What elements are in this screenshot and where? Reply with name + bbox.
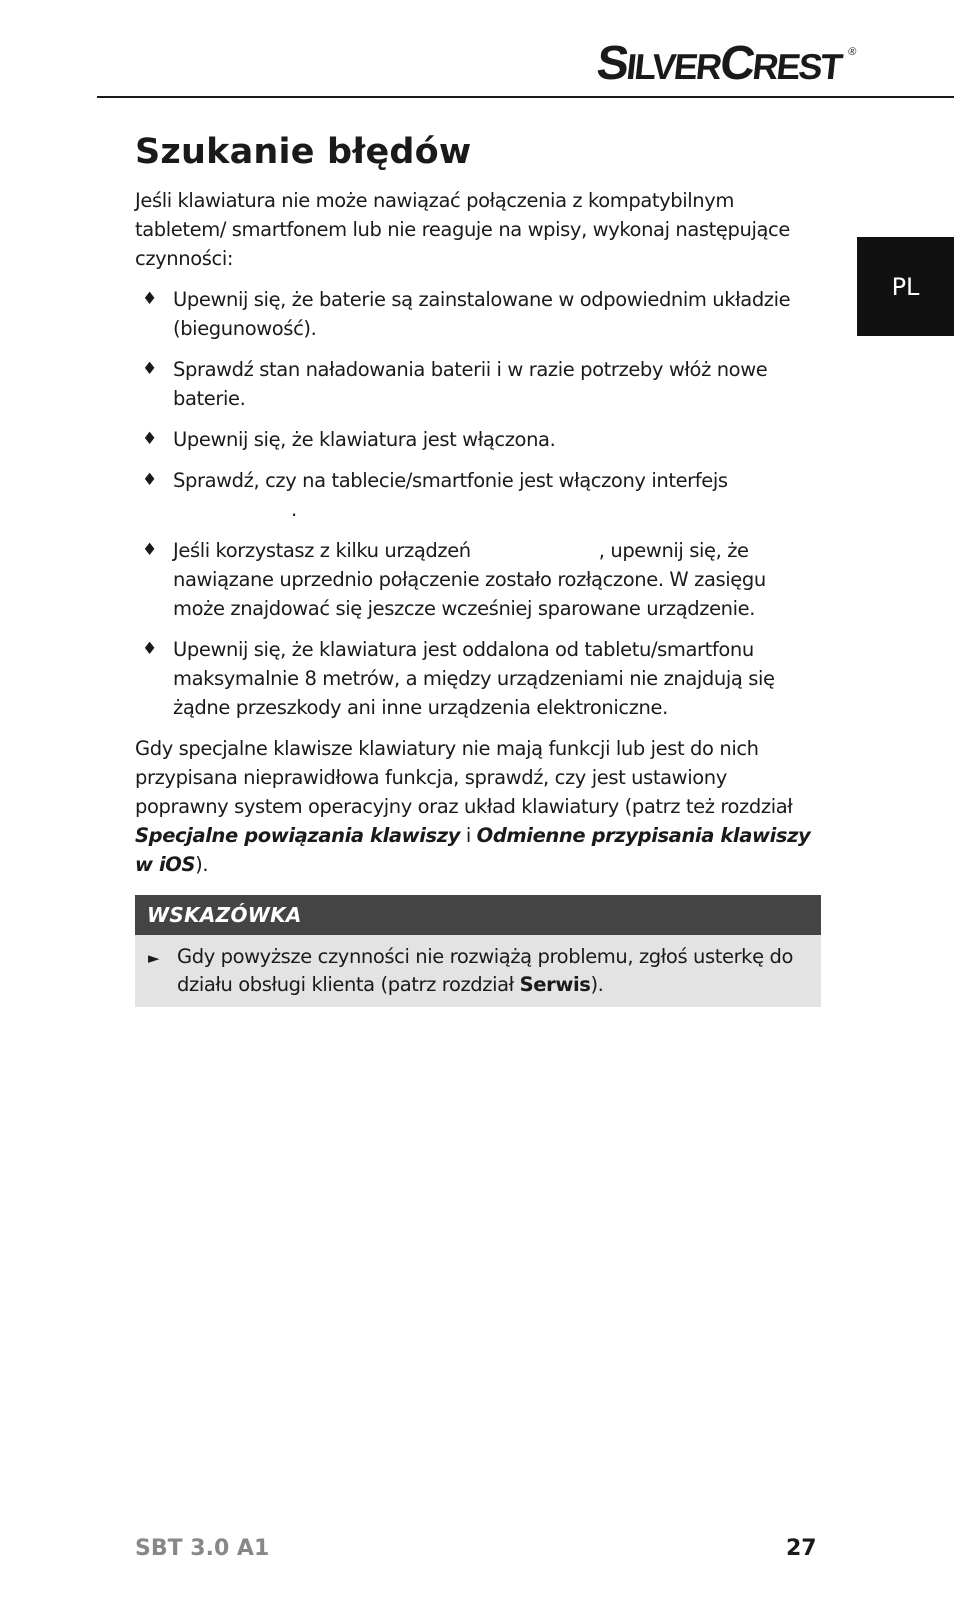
model-number: SBT 3.0 A1: [135, 1536, 270, 1561]
list-item: ♦ Sprawdź, czy na tablecie/smartfonie jest włączony interfejs .: [135, 466, 821, 524]
page-number: 27: [786, 1536, 817, 1561]
list-item: ♦ Upewnij się, że klawiatura jest oddalona od tabletu/smartfonu maksymalnie 8 metrów, a między urządzeniami nie znajdują się żądne przeszkody ani inne urządzenia elektroniczne.: [135, 635, 821, 722]
diamond-bullet-icon: ♦: [142, 639, 157, 659]
page-title: Szukanie błędów: [135, 132, 472, 172]
list-item: ♦ Upewnij się, że klawiatura jest włączona.: [135, 425, 821, 454]
hint-heading: WSKAZÓWKA: [135, 895, 821, 935]
diamond-bullet-icon: ♦: [142, 470, 157, 490]
diamond-bullet-icon: ♦: [142, 289, 157, 309]
header-rule: [97, 96, 954, 98]
list-item: ♦ Upewnij się, że baterie są zainstalowane w odpowiednim układzie (biegunowość).: [135, 285, 821, 343]
section-reference: Serwis: [519, 973, 591, 996]
intro-paragraph: Jeśli klawiatura nie może nawiązać połączenia z kompatybilnym tabletem/ smartfonem lub nie reaguje na wpisy, wykonaj następujące czynności:: [135, 189, 790, 270]
diamond-bullet-icon: ♦: [142, 359, 157, 379]
diamond-bullet-icon: ♦: [142, 540, 157, 560]
language-tab: PL: [857, 237, 954, 336]
section-reference: Odmienne przypisania klawiszy w iOS: [135, 824, 811, 876]
arrow-right-icon: ►: [148, 949, 160, 967]
troubleshooting-list: [135, 285, 821, 722]
diamond-bullet-icon: ♦: [142, 429, 157, 449]
brand-logo: SILVERCREST ®: [594, 37, 857, 90]
page-content: [135, 132, 821, 1007]
keys-paragraph: Gdy specjalne klawisze klawiatury nie mają funkcji lub jest do nich przypisana nieprawidłowa funkcja, sprawdź, czy jest ustawiony poprawny system operacyjny oraz układ klawiatury (patrz też rozdział Specjalne powiązania klawiszy i Odmienne przypisania klawiszy w iOS).: [135, 737, 811, 876]
hint-box: [135, 895, 821, 1007]
section-reference: Specjalne powiązania klawiszy: [135, 824, 461, 847]
hint-body: ► Gdy powyższe czynności nie rozwiążą problemu, zgłoś usterkę do działu obsługi klienta (patrz rozdział Serwis).: [135, 935, 821, 1007]
list-item: ♦ Sprawdź stan naładowania baterii i w razie potrzeby włóż nowe baterie.: [135, 355, 821, 413]
list-item: ♦ Jeśli korzystasz z kilku urządzeń , upewnij się, że nawiązane uprzednio połączenie zostało rozłączone. W zasięgu może znajdować się jeszcze wcześniej sparowane urządzenie.: [135, 536, 821, 623]
